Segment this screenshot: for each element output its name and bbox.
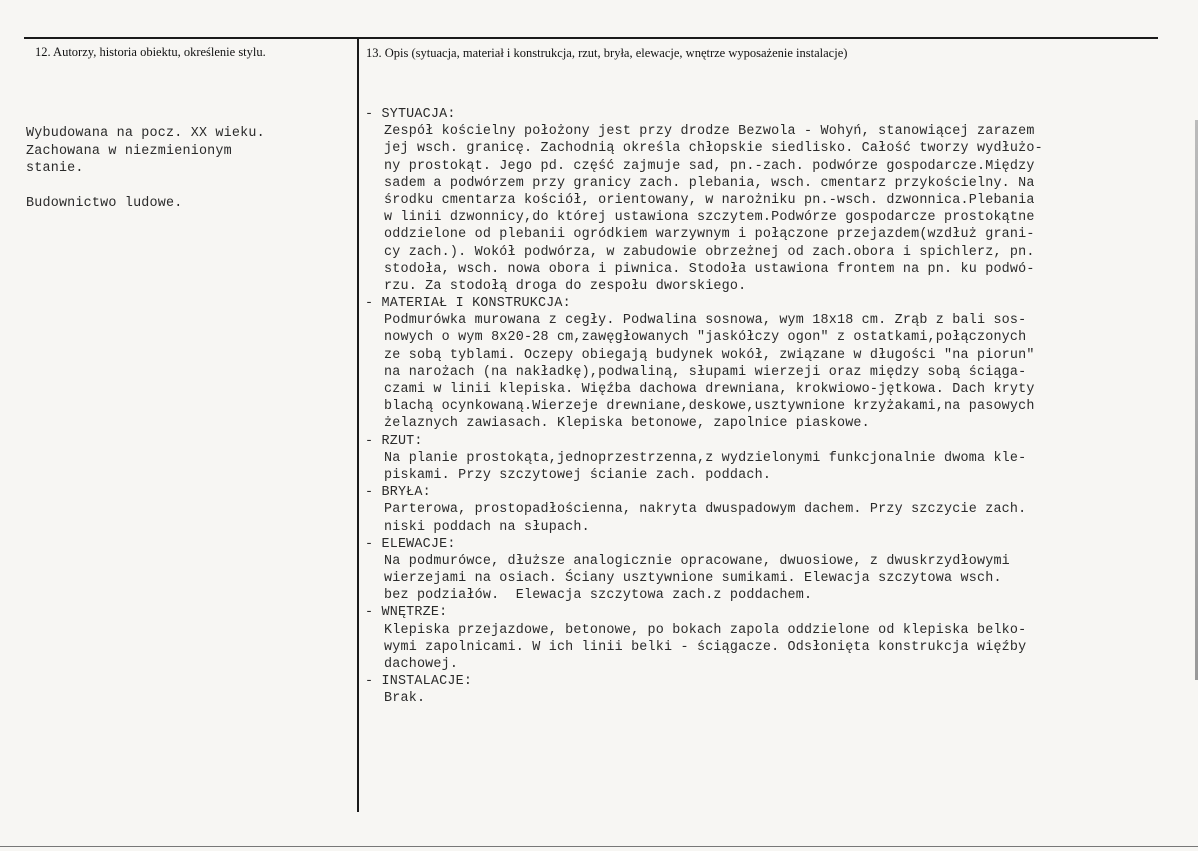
section-text-line: Parterowa, prostopadłościenna, nakryta dwuspadowym dachem. Przy szczycie zach. bbox=[384, 502, 1027, 518]
section-text-line: niski poddach na słupach. bbox=[384, 519, 590, 535]
section-text-line: ny prostokąt. Jego pd. część zajmuje sad, pn.-zach. podwórze gospodarcze.Między bbox=[384, 158, 1035, 174]
section-text-line: rzu. Za stodołą droga do zespołu dworskiego. bbox=[384, 278, 747, 294]
column-divider bbox=[357, 37, 359, 812]
section-text-line: dachowej. bbox=[384, 657, 459, 672]
section-text-line: oddzielone od plebanii ogródkiem warzywnym i połączone przejazdem(wzdłuż grani- bbox=[384, 227, 1035, 243]
section-heading: - INSTALACJE: bbox=[365, 674, 473, 690]
section-text-line: nowych o wym 8x20-28 cm,zawęgłowanych "jaskółczy ogon" z ostatkami,połączonych bbox=[384, 330, 1027, 346]
section-text-line: na narożach (na nakładkę),podwaliną, słupami wierzeji oraz między sobą ściąga- bbox=[384, 364, 1027, 380]
section-heading: - BRYŁA: bbox=[365, 485, 431, 501]
left-text-line bbox=[26, 178, 265, 196]
section-text-line: czami w linii klepiska. Więźba dachowa drewniana, krokwiowo-jętkowa. Dach kryty bbox=[384, 382, 1035, 397]
section-text-line: żelaznych zawiasach. Klepiska betonowe, zapolnice piaskowe. bbox=[384, 416, 870, 432]
section-text-line: piskami. Przy szczytowej ścianie zach. poddach. bbox=[384, 467, 772, 483]
section-text-line: stodoła, wsch. nowa obora i piwnica. Stodoła ustawiona frontem na pn. ku podwó- bbox=[384, 261, 1035, 277]
section-text-line: jej wsch. granicę. Zachodnią określa chłopskie siedlisko. Całość tworzy wydłużo- bbox=[384, 141, 1043, 157]
section-text-line: Podmurówka murowana z cegły. Podwalina sosnowa, wym 18x18 cm. Zrąb z bali sos- bbox=[384, 313, 1027, 329]
left-text-line: Zachowana w niezmienionym bbox=[26, 143, 232, 159]
section-text-line: Na podmurówce, dłuższe analogicznie opracowane, dwuosiowe, z dwuskrzydłowymi bbox=[384, 553, 1010, 569]
section-text-line: Brak. bbox=[384, 691, 426, 707]
top-rule bbox=[24, 37, 1158, 39]
section-text-line: Zespół kościelny położony jest przy drodze Bezwola - Wohyń, stanowiącej zarazem bbox=[384, 124, 1035, 140]
section-text-line: blachą ocynkowaną.Wierzeje drewniane,deskowe,usztywnione krzyżakami,na pasowych bbox=[384, 399, 1035, 415]
column-12-header: 12. Autorzy, historia obiektu, określenie stylu. bbox=[35, 45, 266, 59]
left-text-line: Wybudowana na pocz. XX wieku. bbox=[26, 126, 265, 141]
section-text-line: wymi zapolnicami. W ich linii belki - ściągacze. Odsłonięta konstrukcja więźby bbox=[384, 639, 1027, 655]
section-text-line: środku cmentarza kościół, orientowany, w narożniku pn.-wsch. dzwonnica.Plebania bbox=[384, 192, 1035, 208]
left-text-line: Budownictwo ludowe. bbox=[26, 196, 183, 211]
left-text-line: stanie. bbox=[26, 161, 84, 176]
section-heading: - SYTUACJA: bbox=[365, 107, 456, 122]
section-heading: - WNĘTRZE: bbox=[365, 605, 448, 621]
section-text-line: Klepiska przejazdowe, betonowe, po bokach zapola oddzielone od klepiska belko- bbox=[384, 622, 1027, 638]
section-heading: - MATERIAŁ I KONSTRUKCJA: bbox=[365, 296, 571, 312]
description-text bbox=[365, 106, 1043, 708]
section-text-line: w linii dzwonnicy,do której ustawiona szczytem.Podwórze gospodarcze prostokątne bbox=[384, 210, 1035, 226]
section-heading: - RZUT: bbox=[365, 433, 423, 449]
section-text-line: sadem a podwórzem przy granicy zach. plebania, wsch. cmentarz przykościelny. Na bbox=[384, 175, 1035, 191]
section-text-line: bez podziałów. Elewacja szczytowa zach.z poddachem. bbox=[384, 588, 813, 604]
section-text-line: Na planie prostokąta,jednoprzestrzenna,z wydzielonymi funkcjonalnie dwoma kle- bbox=[384, 450, 1027, 466]
section-text-line: cy zach.). Wokół podwórza, w zabudowie obrzeżnej od zach.obora i spichlerz, pn. bbox=[384, 244, 1035, 260]
bottom-rule bbox=[0, 846, 1198, 847]
authors-history-text bbox=[26, 125, 265, 213]
column-13-header: 13. Opis (sytuacja, materiał i konstrukcja, rzut, bryła, elewacje, wnętrze wyposażenie instalacje) bbox=[366, 46, 848, 60]
section-text-line: wierzejami na osiach. Ściany usztywnione sumikami. Elewacja szczytowa wsch. bbox=[384, 571, 1002, 587]
section-heading: - ELEWACJE: bbox=[365, 536, 456, 552]
section-text-line: ze sobą tyblami. Oczepy obiegają budynek wokół, związane w długości "na piorun" bbox=[384, 347, 1035, 363]
